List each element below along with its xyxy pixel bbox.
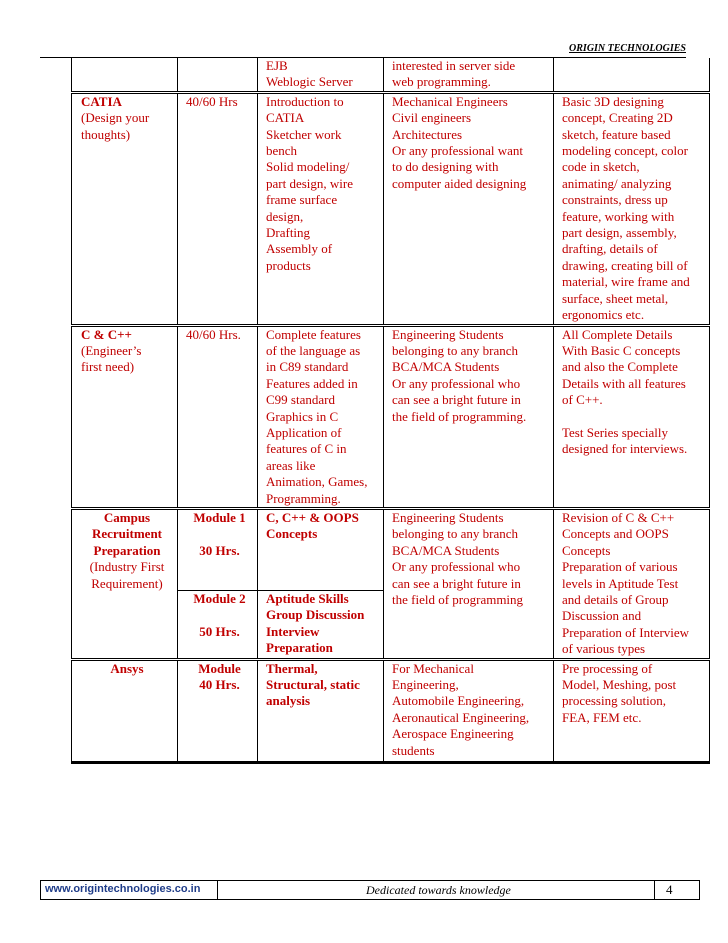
- course-cell: C & C++ (Engineer’s first need): [72, 325, 178, 508]
- table-row: [72, 58, 710, 92]
- details-cell: Revision of C & C++ Concepts and OOPS Concepts Preparation of various levels in Aptitude Test and details of Group Discussion and Preparation of Interview of various types: [554, 508, 710, 659]
- page-footer: [40, 880, 700, 900]
- header-company: ORIGIN TECHNOLOGIES: [569, 43, 686, 54]
- details-cell: [554, 58, 710, 92]
- table-row: [72, 659, 710, 762]
- course-cell: Ansys: [72, 659, 178, 762]
- course-cell: Campus Recruitment Preparation (Industry First Requirement): [72, 508, 178, 659]
- details-cell: All Complete Details With Basic C concepts and also the Complete Details with all features of C++. Test Series specially designed for interviews.: [554, 325, 710, 508]
- duration-cell: 40/60 Hrs.: [178, 325, 258, 508]
- details-cell: Pre processing of Model, Meshing, post processing solution, FEA, FEM etc.: [554, 659, 710, 762]
- topics-cell: Thermal, Structural, static analysis: [258, 659, 384, 762]
- topics-cell: EJB Weblogic Server: [258, 58, 384, 92]
- footer-url[interactable]: www.origintechnologies.co.in: [45, 883, 201, 895]
- course-table: [71, 58, 710, 764]
- audience-cell: For Mechanical Engineering, Automobile Engineering, Aeronautical Engineering, Aerospace Engineering students: [384, 659, 554, 762]
- audience-cell: interested in server side web programming.: [384, 58, 554, 92]
- table-row: [72, 92, 710, 325]
- audience-cell: Engineering Students belonging to any branch BCA/MCA Students Or any professional who can see a bright future in the field of programming: [384, 508, 554, 659]
- footer-divider: [217, 881, 218, 899]
- duration-cell: Module 2 50 Hrs.: [178, 590, 258, 659]
- audience-cell: Mechanical Engineers Civil engineers Architectures Or any professional want to do designing with computer aided designing: [384, 92, 554, 325]
- details-cell: Basic 3D designing concept, Creating 2D sketch, feature based modeling concept, color code in sketch, animating/ analyzing constraints, dress up feature, working with part design, assembly, drafting, details of drawing, creating bill of material, wire frame and surface, sheet metal, ergonomics etc.: [554, 92, 710, 325]
- audience-cell: Engineering Students belonging to any branch BCA/MCA Students Or any professional who can see a bright future in the field of programming.: [384, 325, 554, 508]
- duration-cell: Module 40 Hrs.: [178, 659, 258, 762]
- page-number: 4: [666, 882, 673, 897]
- topics-cell: Complete features of the language as in C89 standard Features added in C99 standard Graphics in C Application of features of C in areas like Animation, Games, Programming.: [258, 325, 384, 508]
- course-cell: [72, 58, 178, 92]
- course-cell: CATIA (Design your thoughts): [72, 92, 178, 325]
- topics-cell: C, C++ & OOPS Concepts: [258, 508, 384, 590]
- topics-cell: Introduction to CATIA Sketcher work bench Solid modeling/ part design, wire frame surface design, Drafting Assembly of products: [258, 92, 384, 325]
- table-row: [72, 325, 710, 508]
- footer-divider: [654, 881, 655, 899]
- duration-cell: Module 1 30 Hrs.: [178, 508, 258, 590]
- footer-tagline: Dedicated towards knowledge: [366, 883, 511, 897]
- topics-cell: Aptitude Skills Group Discussion Interview Preparation: [258, 590, 384, 659]
- duration-cell: 40/60 Hrs: [178, 92, 258, 325]
- duration-cell: [178, 58, 258, 92]
- table-row: [72, 508, 710, 590]
